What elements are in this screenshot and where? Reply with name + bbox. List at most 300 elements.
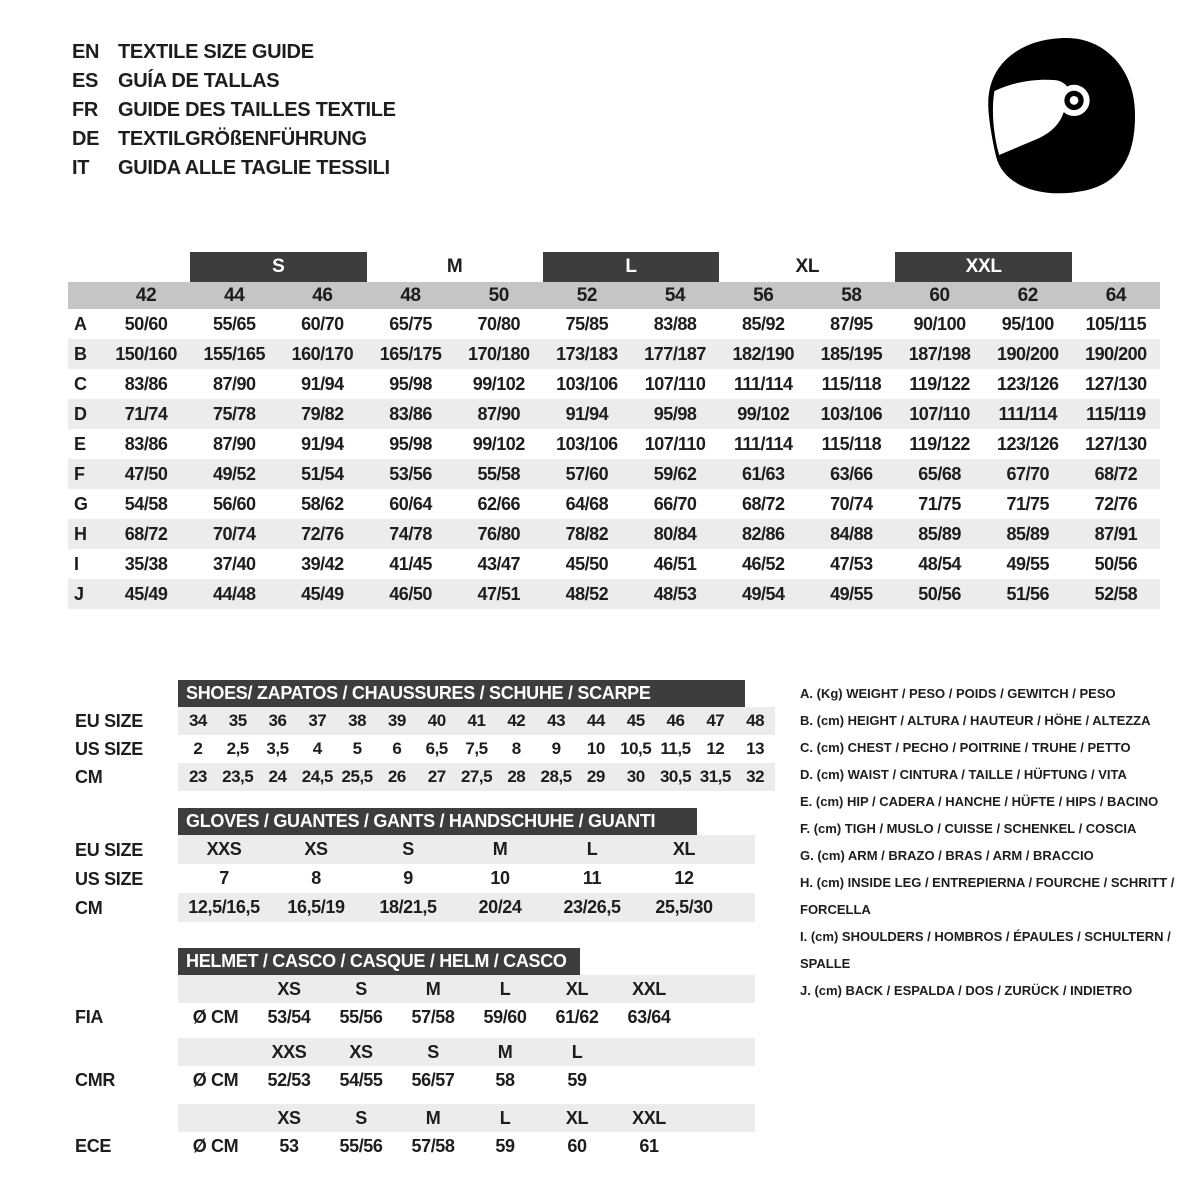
shoes-row-labels <box>75 707 143 791</box>
shoes-value: 26 <box>387 767 406 786</box>
size-cell: 52 <box>576 284 598 306</box>
shoes-value: 45 <box>626 711 645 730</box>
legend-item: A. (Kg) WEIGHT / PESO / POIDS / GEWITCH / PESO <box>800 686 1116 701</box>
value-cell: 48/52 <box>565 583 609 604</box>
shoes-value: 32 <box>746 767 765 786</box>
value-cell: 68/72 <box>124 523 168 544</box>
value-cell: 170/180 <box>467 343 530 364</box>
helmet-table-title: HELMET / CASCO / CASQUE / HELM / CASCO <box>178 948 580 975</box>
value-cell: 85/92 <box>741 313 785 334</box>
gloves-table-title: GLOVES / GUANTES / GANTS / HANDSCHUHE / GUANTI <box>178 808 697 835</box>
shoes-value: 5 <box>352 739 362 758</box>
size-cell: 50 <box>488 284 509 306</box>
value-cell: 160/170 <box>291 343 354 364</box>
gloves-value: 12,5/16,5 <box>188 897 260 917</box>
value-cell: 72/76 <box>1094 493 1138 514</box>
value-cell: 51/56 <box>1006 583 1050 604</box>
legend-item: H. (cm) INSIDE LEG / ENTREPIERNA / FOURCHE / SCHRITT / FORCELLA <box>800 875 1175 917</box>
lang-code: ES <box>72 70 99 92</box>
helmet-size-cell: XL <box>565 978 589 999</box>
value-cell: 44/48 <box>212 583 256 604</box>
lang-row <box>72 154 396 183</box>
value-cell: 45/49 <box>301 583 344 604</box>
value-cell: 99/102 <box>472 373 525 394</box>
size-group-m: M <box>446 256 463 277</box>
helmet-value: 55/56 <box>339 1135 383 1156</box>
row-label: I <box>74 553 80 574</box>
lang-code: IT <box>72 157 90 179</box>
shoes-value: 36 <box>268 711 287 730</box>
value-cell: 165/175 <box>379 343 442 364</box>
value-cell: 47/53 <box>830 553 873 574</box>
row-label: D <box>74 403 87 424</box>
shoes-value: 2,5 <box>226 739 249 758</box>
size-cell: 46 <box>312 284 333 306</box>
lang-title: GUÍA DE TALLAS <box>118 70 280 92</box>
shoes-value: 8 <box>511 739 521 758</box>
measurement-rows <box>68 309 1160 609</box>
shoes-value: 13 <box>746 739 765 758</box>
value-cell: 50/56 <box>918 583 961 604</box>
value-cell: 103/106 <box>820 403 883 424</box>
helmet-size-cell: XS <box>277 1107 301 1128</box>
value-cell: 87/90 <box>212 373 256 394</box>
shoes-value: 43 <box>547 711 566 730</box>
helmet-size-cell: XS <box>349 1041 373 1062</box>
shoes-value: 4 <box>312 739 322 758</box>
value-cell: 47/50 <box>124 463 168 484</box>
row-label: A <box>74 313 87 334</box>
value-cell: 83/88 <box>653 313 697 334</box>
helmet-value: 54/55 <box>339 1069 383 1090</box>
value-cell: 107/110 <box>644 373 706 394</box>
shoes-value: 41 <box>467 711 486 730</box>
measure-row <box>68 309 1160 339</box>
shoes-table <box>178 707 775 791</box>
value-cell: 57/60 <box>565 463 609 484</box>
gloves-value: 20/24 <box>478 897 522 917</box>
shoes-value: 6 <box>392 739 402 758</box>
row-label: C <box>74 373 87 394</box>
gloves-table <box>178 835 755 922</box>
helmet-value: 63/64 <box>627 1006 671 1027</box>
value-cell: 58/62 <box>301 493 344 514</box>
row-label: E <box>74 433 87 454</box>
size-cell: 54 <box>664 284 686 306</box>
value-cell: 123/126 <box>996 433 1059 454</box>
measure-row <box>68 399 1160 429</box>
helmet-size-row <box>178 975 755 1003</box>
shoes-value: 42 <box>507 711 526 730</box>
value-cell: 127/130 <box>1085 373 1147 394</box>
shoes-value: 7,5 <box>465 739 488 758</box>
value-cell: 119/122 <box>909 373 970 394</box>
helmet-unit-label: Ø CM <box>192 1069 239 1090</box>
helmet-value: 56/57 <box>411 1069 455 1090</box>
value-cell: 70/74 <box>830 493 873 514</box>
value-cell: 62/66 <box>477 493 521 514</box>
value-cell: 55/65 <box>212 313 256 334</box>
side-label: CM <box>75 898 103 918</box>
lang-code: EN <box>72 41 100 63</box>
shoes-value: 47 <box>706 711 725 730</box>
shoes-value: 9 <box>551 739 561 758</box>
helmet-size-cell: S <box>355 1107 367 1128</box>
value-cell: 65/75 <box>389 313 432 334</box>
value-cell: 49/55 <box>830 583 873 604</box>
shoes-value: 27 <box>427 767 446 786</box>
helmet-size-cell: XL <box>565 1107 589 1128</box>
value-cell: 43/47 <box>477 553 521 574</box>
value-cell: 61/63 <box>741 463 785 484</box>
measure-row <box>68 369 1160 399</box>
value-cell: 47/51 <box>477 583 521 604</box>
shoes-value: 12 <box>706 739 725 758</box>
value-cell: 95/98 <box>389 373 432 394</box>
measure-row <box>68 519 1160 549</box>
helmet-value: 59/60 <box>483 1006 527 1027</box>
value-cell: 67/70 <box>1006 463 1050 484</box>
shoes-value: 31,5 <box>699 767 731 786</box>
value-cell: 45/49 <box>124 583 168 604</box>
value-cell: 185/195 <box>820 343 883 364</box>
shoes-value: 30,5 <box>659 767 692 786</box>
value-cell: 48/54 <box>918 553 961 574</box>
value-cell: 87/90 <box>477 403 521 424</box>
value-cell: 53/56 <box>389 463 432 484</box>
value-cell: 95/98 <box>389 433 432 454</box>
legend-item: B. (cm) HEIGHT / ALTURA / HAUTEUR / HÖHE / ALTEZZA <box>800 713 1151 728</box>
lang-title: GUIDE DES TAILLES TEXTILE <box>118 99 396 121</box>
value-cell: 83/86 <box>389 403 432 424</box>
value-cell: 41/45 <box>389 553 432 574</box>
lang-title: GUIDA ALLE TAGLIE TESSILI <box>118 157 390 179</box>
helmet-unit-label: Ø CM <box>192 1135 239 1156</box>
gloves-value: M <box>492 839 508 859</box>
size-cell: 42 <box>135 284 157 306</box>
shoes-value: 23 <box>188 767 207 786</box>
shoes-value: 24 <box>268 767 287 786</box>
gloves-value: 12 <box>674 868 694 888</box>
shoes-row <box>178 735 775 763</box>
legend-item: J. (cm) BACK / ESPALDA / DOS / ZURÜCK / INDIETRO <box>800 983 1133 998</box>
size-group-xxl: XXL <box>895 252 1071 282</box>
shoes-value: 10 <box>586 739 605 758</box>
measure-row <box>68 459 1160 489</box>
standard-label-ece: ECE <box>75 1135 112 1156</box>
gloves-value: 8 <box>311 868 321 888</box>
helmet-size-cell: L <box>499 978 511 999</box>
value-cell: 70/74 <box>212 523 256 544</box>
shoes-value: 46 <box>666 711 685 730</box>
value-cell: 46/50 <box>389 583 432 604</box>
value-cell: 54/58 <box>124 493 168 514</box>
shoes-value: 10,5 <box>620 739 652 758</box>
value-cell: 72/76 <box>301 523 344 544</box>
helmet-unit-label: Ø CM <box>192 1006 239 1027</box>
value-cell: 49/55 <box>1006 553 1050 574</box>
gloves-value: XS <box>304 839 328 859</box>
value-cell: 187/198 <box>908 343 971 364</box>
gloves-value: 18/21,5 <box>379 897 437 917</box>
size-cell: 60 <box>929 284 950 306</box>
main-size-table <box>68 252 1160 609</box>
shoes-value: 28,5 <box>540 767 572 786</box>
gloves-value: 10 <box>490 868 510 888</box>
helmet-value-row <box>178 1066 755 1094</box>
size-cell: 64 <box>1105 284 1127 306</box>
value-cell: 99/102 <box>737 403 790 424</box>
helmet-value: 59 <box>495 1135 515 1156</box>
shoes-value: 44 <box>586 711 605 730</box>
value-cell: 65/68 <box>918 463 961 484</box>
shoes-value: 34 <box>188 711 207 730</box>
row-label: H <box>74 523 87 544</box>
legend-item: G. (cm) ARM / BRAZO / BRAS / ARM / BRACCIO <box>800 848 1094 863</box>
helmet-value-row <box>178 1003 755 1031</box>
value-cell: 66/70 <box>653 493 697 514</box>
measure-row <box>68 489 1160 519</box>
value-cell: 79/82 <box>301 403 344 424</box>
size-group-s: S <box>190 252 366 282</box>
value-cell: 103/106 <box>556 433 618 454</box>
value-cell: 80/84 <box>653 523 697 544</box>
value-cell: 68/72 <box>741 493 785 514</box>
gloves-row <box>178 864 755 893</box>
measurement-legend <box>800 680 1182 1004</box>
helmet-size-cell: XS <box>277 978 301 999</box>
gloves-value: 11 <box>582 868 602 888</box>
helmet-size-row <box>178 1038 755 1066</box>
lang-row <box>72 125 396 154</box>
value-cell: 60/64 <box>389 493 432 514</box>
gloves-value: 7 <box>219 868 229 888</box>
value-cell: 91/94 <box>301 373 344 394</box>
value-cell: 182/190 <box>732 343 795 364</box>
shoes-value: 38 <box>348 711 367 730</box>
value-cell: 155/165 <box>203 343 266 364</box>
measure-row <box>68 339 1160 369</box>
value-cell: 48/53 <box>653 583 697 604</box>
gloves-value: 25,5/30 <box>655 897 713 917</box>
measure-row <box>68 429 1160 459</box>
shoes-row <box>178 763 775 791</box>
value-cell: 37/40 <box>212 553 256 574</box>
size-cell: 48 <box>400 284 421 306</box>
shoes-table-title: SHOES/ ZAPATOS / CHAUSSURES / SCHUHE / SCARPE <box>178 680 745 707</box>
shoes-value: 2 <box>193 739 203 758</box>
helmet-value: 53/54 <box>267 1006 311 1027</box>
helmet-icon <box>982 33 1138 199</box>
helmet-size-cell: S <box>355 978 367 999</box>
value-cell: 46/52 <box>741 553 785 574</box>
value-cell: 56/60 <box>212 493 256 514</box>
value-cell: 70/80 <box>477 313 521 334</box>
helmet-value-row <box>178 1132 755 1160</box>
value-cell: 90/100 <box>913 313 966 334</box>
lang-row <box>72 67 396 96</box>
size-group-xl: XL <box>795 256 820 277</box>
gloves-value: XXS <box>206 839 242 859</box>
value-cell: 173/183 <box>556 343 618 364</box>
value-cell: 107/110 <box>644 433 706 454</box>
helmet-value: 58 <box>495 1069 515 1090</box>
lang-title: TEXTILGRÖßENFÜHRUNG <box>118 128 367 150</box>
value-cell: 71/75 <box>1006 493 1050 514</box>
gloves-row <box>178 893 755 922</box>
value-cell: 123/126 <box>996 373 1059 394</box>
value-cell: 51/54 <box>301 463 344 484</box>
value-cell: 35/38 <box>124 553 168 574</box>
value-cell: 99/102 <box>472 433 525 454</box>
gloves-value: L <box>586 839 598 859</box>
measure-row <box>68 579 1160 609</box>
helmet-size-cell: XXS <box>271 1041 307 1062</box>
value-cell: 95/100 <box>1001 313 1054 334</box>
shoes-value: 35 <box>228 711 247 730</box>
value-cell: 85/89 <box>1006 523 1050 544</box>
shoes-value: 40 <box>427 711 446 730</box>
value-cell: 91/94 <box>301 433 344 454</box>
helmet-value: 57/58 <box>411 1135 455 1156</box>
value-cell: 49/54 <box>741 583 785 604</box>
value-cell: 64/68 <box>565 493 609 514</box>
side-label: EU SIZE <box>75 840 143 860</box>
lang-code: DE <box>72 128 100 150</box>
legend-item: I. (cm) SHOULDERS / HOMBROS / ÉPAULES / SCHULTERN / SPALLE <box>800 929 1171 971</box>
shoes-value: 25,5 <box>341 767 373 786</box>
value-cell: 95/98 <box>653 403 697 424</box>
size-cell: 44 <box>224 284 245 306</box>
value-cell: 78/82 <box>565 523 609 544</box>
value-cell: 83/86 <box>124 433 168 454</box>
value-cell: 111/114 <box>733 373 793 394</box>
value-cell: 103/106 <box>556 373 618 394</box>
value-cell: 115/118 <box>821 433 882 454</box>
value-cell: 39/42 <box>301 553 344 574</box>
value-cell: 105/115 <box>1085 313 1147 334</box>
helmet-value: 60 <box>567 1135 587 1156</box>
gloves-value: 23/26,5 <box>563 897 621 917</box>
value-cell: 84/88 <box>830 523 873 544</box>
value-cell: 59/62 <box>653 463 697 484</box>
value-cell: 71/75 <box>918 493 961 514</box>
value-cell: 111/114 <box>733 433 793 454</box>
lang-code: FR <box>72 99 99 121</box>
size-cell: 58 <box>841 284 862 306</box>
helmet-size-cell: L <box>499 1107 511 1128</box>
helmet-value: 55/56 <box>339 1006 383 1027</box>
legend-item: E. (cm) HIP / CADERA / HANCHE / HÜFTE / HIPS / BACINO <box>800 794 1159 809</box>
legend-item: C. (cm) CHEST / PECHO / POITRINE / TRUHE / PETTO <box>800 740 1131 755</box>
shoes-value: 39 <box>387 711 406 730</box>
helmet-size-cell: S <box>427 1041 439 1062</box>
value-cell: 111/114 <box>998 403 1058 424</box>
row-label: F <box>74 463 85 484</box>
gloves-value: XL <box>672 839 696 859</box>
value-cell: 85/89 <box>918 523 961 544</box>
value-cell: 46/51 <box>653 553 697 574</box>
gloves-value: 9 <box>403 868 413 888</box>
value-cell: 45/50 <box>565 553 609 574</box>
side-label: EU SIZE <box>75 710 143 731</box>
size-group-header-row <box>68 252 1160 282</box>
shoes-value: 48 <box>746 711 765 730</box>
value-cell: 75/85 <box>565 313 609 334</box>
value-cell: 82/86 <box>741 523 785 544</box>
helmet-size-cell: XXL <box>632 978 666 999</box>
value-cell: 49/52 <box>212 463 256 484</box>
value-cell: 190/200 <box>996 343 1059 364</box>
gloves-value: 16,5/19 <box>287 897 345 917</box>
shoes-value: 24,5 <box>301 767 333 786</box>
value-cell: 107/110 <box>909 403 970 424</box>
side-label: US SIZE <box>75 869 143 889</box>
row-label: G <box>74 493 89 514</box>
helmet-size-cell: M <box>425 978 441 999</box>
gloves-row <box>178 835 755 864</box>
gloves-row-labels <box>75 836 143 923</box>
side-label: US SIZE <box>75 738 143 759</box>
value-cell: 115/119 <box>1086 403 1146 424</box>
lang-row <box>72 38 396 67</box>
value-cell: 150/160 <box>115 343 177 364</box>
numeric-size-band <box>68 282 1160 309</box>
value-cell: 87/95 <box>830 313 873 334</box>
helmet-value: 61 <box>639 1135 659 1156</box>
value-cell: 74/78 <box>389 523 432 544</box>
side-label: CM <box>75 766 103 787</box>
helmet-value: 52/53 <box>267 1069 311 1090</box>
value-cell: 115/118 <box>821 373 882 394</box>
value-cell: 177/187 <box>644 343 706 364</box>
shoes-value: 30 <box>626 767 645 786</box>
value-cell: 83/86 <box>124 373 168 394</box>
size-cell: 62 <box>1017 284 1038 306</box>
value-cell: 50/60 <box>124 313 168 334</box>
value-cell: 127/130 <box>1085 433 1147 454</box>
value-cell: 55/58 <box>477 463 521 484</box>
value-cell: 71/74 <box>124 403 168 424</box>
helmet-size-cell: L <box>571 1041 583 1062</box>
helmet-size-cell: M <box>425 1107 441 1128</box>
shoes-value: 3,5 <box>266 739 289 758</box>
shoes-value: 23,5 <box>222 767 254 786</box>
value-cell: 63/66 <box>830 463 873 484</box>
lang-title: TEXTILE SIZE GUIDE <box>118 41 314 63</box>
lang-row <box>72 96 396 125</box>
size-group-l: L <box>543 252 719 282</box>
measure-row <box>68 549 1160 579</box>
helmet-size-cell: M <box>497 1041 513 1062</box>
standard-label-fia: FIA <box>75 1006 104 1027</box>
helmet-table <box>178 975 755 1160</box>
helmet-size-row <box>178 1104 755 1132</box>
value-cell: 76/80 <box>477 523 521 544</box>
value-cell: 52/58 <box>1094 583 1138 604</box>
shoes-value: 29 <box>586 767 605 786</box>
helmet-size-cell: XXL <box>632 1107 666 1128</box>
standard-label-cmr: CMR <box>75 1069 116 1090</box>
legend-item: D. (cm) WAIST / CINTURA / TAILLE / HÜFTUNG / VITA <box>800 767 1127 782</box>
size-cell: 56 <box>753 284 774 306</box>
shoes-value: 37 <box>308 711 327 730</box>
row-label: B <box>74 343 87 364</box>
value-cell: 190/200 <box>1085 343 1147 364</box>
value-cell: 87/91 <box>1094 523 1138 544</box>
helmet-value: 53 <box>279 1135 299 1156</box>
helmet-value: 57/58 <box>411 1006 455 1027</box>
